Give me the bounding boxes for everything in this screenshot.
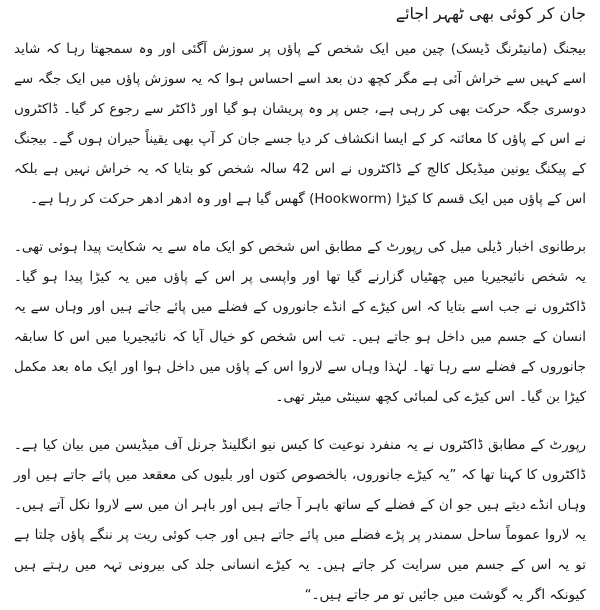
article-paragraph-3: رپورٹ کے مطابق ڈاکٹروں نے یہ منفرد نوعیت کا کیس نیو انگلینڈ جرنل آف میڈیسن میں بیان کیا ہے۔ ڈاکٹروں کا کہنا تھا کہ ”یہ کیڑے جانوروں، بالخصوص کتوں اور بلیوں کی معقعد میں پائے جاتے ہیں اور وہاں انڈے دیتے ہیں جو ان کے فضلے کے ساتھ باہر آ جاتے ہیں اور باہر ان میں سے لاروا نکل آتے ہیں۔ یہ لاروا عموماً ساحل سمندر پر پڑے فضلے میں پائے جاتے ہیں اور جب کوئی ریت پر ننگے پاؤں چلتا ہے تو یہ اس کے جسم میں سرایت کر جاتے ہیں۔ یہ کیڑے انسانی جلد کی بیرونی تہہ میں رہتے ہیں کیونکہ اگر یہ گوشت میں جائیں تو مر جاتے ہیں۔“ [14, 437, 586, 603]
article-paragraph-2: برطانوی اخبار ڈیلی میل کی رپورٹ کے مطابق اس شخص کو ایک ماہ سے یہ شکایت پیدا ہوئی تھی۔ یہ شخص نائیجیریا میں چھٹیاں گزارنے گیا تھا اور واپسی پر اس کے پاؤں میں یہ کیڑا پیدا ہو گیا۔ ڈاکٹروں نے جب اسے بتایا کہ اس کیڑے کے انڈے جانوروں کے فضلے میں پائے جاتے ہیں اور وہاں سے یہ انسان کے جسم میں داخل ہو جاتے ہیں۔ تب اس شخص کو خیال آیا کہ نائیجیریا میں اس کا سابقہ جانوروں کے فضلے سے رہا تھا۔ لہٰذا وہاں سے لاروا اس کے پاؤں میں داخل ہوا اور ایک ماہ بعد مکمل کیڑا بن گیا۔ اس کیڑے کی لمبائی کچھ سینٹی میٹر تھی۔ [14, 239, 586, 405]
article-heading: جان کر کوئی بھی ٹھہر اجائے [395, 4, 586, 23]
article-paragraph-1: بیجنگ (مانیٹرنگ ڈیسک) چین میں ایک شخص کے پاؤں پر سوزش آگئی اور وہ سمجھتا رہا کہ شاید اسے کہیں سے خراش آئی ہے مگر کچھ دن بعد اسے احساس ہوا کہ یہ سوزش پاؤں میں ایک جگہ سے دوسری جگہ حرکت بھی کر رہی ہے، جس پر وہ پریشان ہو گیا اور ڈاکٹر سے رجوع کر گیا۔ ڈاکٹروں نے اس کے پاؤں کا معائنہ کر کے ایسا انکشاف کر دیا جسے جان کر آپ بھی یقیناً حیران ہوں گے۔ بیجنگ کے پیکنگ یونین میڈیکل کالج کے ڈاکٹروں نے اس 42 سالہ شخص کو بتایا کہ یہ خراش نہیں ہے بلکہ اس کے پاؤں میں ایک قسم کا کیڑا (Hookworm) گھس گیا ہے اور وہ ادھر ادھر حرکت کر رہا ہے۔ [14, 41, 586, 207]
